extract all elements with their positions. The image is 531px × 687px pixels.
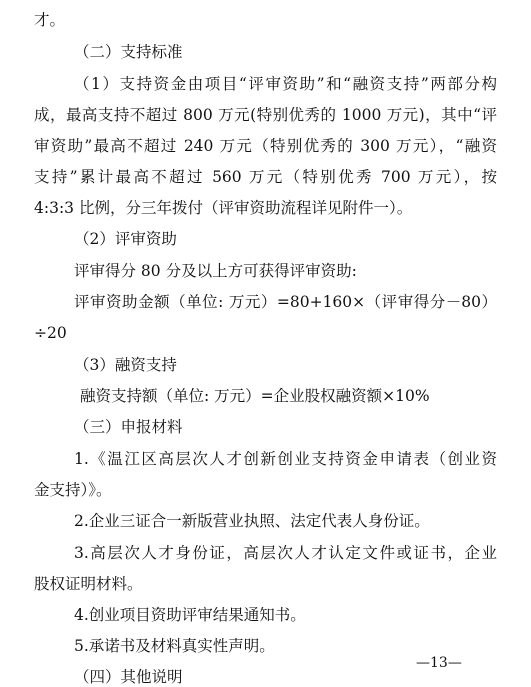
- list-item: 1.《温江区高层次人才创新创业支持资金申请表（创业资: [74, 450, 497, 468]
- text-line: 评审得分 80 分及以上方可获得评审资助:: [74, 262, 357, 280]
- text-line: 才。: [34, 11, 66, 29]
- text-line: ÷20: [34, 324, 67, 342]
- section-heading: （三）申报材料: [74, 418, 183, 436]
- section-heading: （二）支持标准: [74, 43, 183, 61]
- text-line: 审资助”最高不超过 240 万元（特别优秀的 300 万元），“融资: [34, 137, 497, 155]
- text-line: 4:3:3 比例，分三年拨付（评审资助流程详见附件一）。: [34, 199, 413, 217]
- text-line: 金支持）》。: [34, 481, 112, 499]
- list-item: 5.承诺书及材料真实性声明。: [74, 637, 275, 655]
- text-line: 股权证明材料。: [34, 575, 143, 593]
- section-heading: （四）其他说明: [74, 668, 183, 686]
- list-item: 2.企业三证合一新版营业执照、法定代表人身份证。: [74, 512, 430, 530]
- list-item: 4.创业项目资助评审结果通知书。: [74, 606, 306, 624]
- page-number: —13—: [416, 655, 462, 671]
- subsection-heading: （3）融资支持: [74, 356, 177, 374]
- formula-line: 评审资助金额（单位: 万元）=80+160×（评审得分－80）: [74, 293, 497, 311]
- formula-line: 融资支持额（单位: 万元）=企业股权融资额×10%: [80, 387, 430, 405]
- text-line: （1）支持资金由项目“评审资助”和“融资支持”两部分构: [74, 75, 497, 93]
- text-line: 支持”累计最高不超过 560 万元（特别优秀 700 万元），按: [34, 168, 497, 186]
- list-item: 3.高层次人才身份证，高层次人才认定文件或证书，企业: [74, 544, 497, 562]
- text-line: 成，最高支持不超过 800 万元(特别优秀的 1000 万元)，其中“评: [34, 106, 497, 124]
- subsection-heading: （2）评审资助: [74, 230, 177, 248]
